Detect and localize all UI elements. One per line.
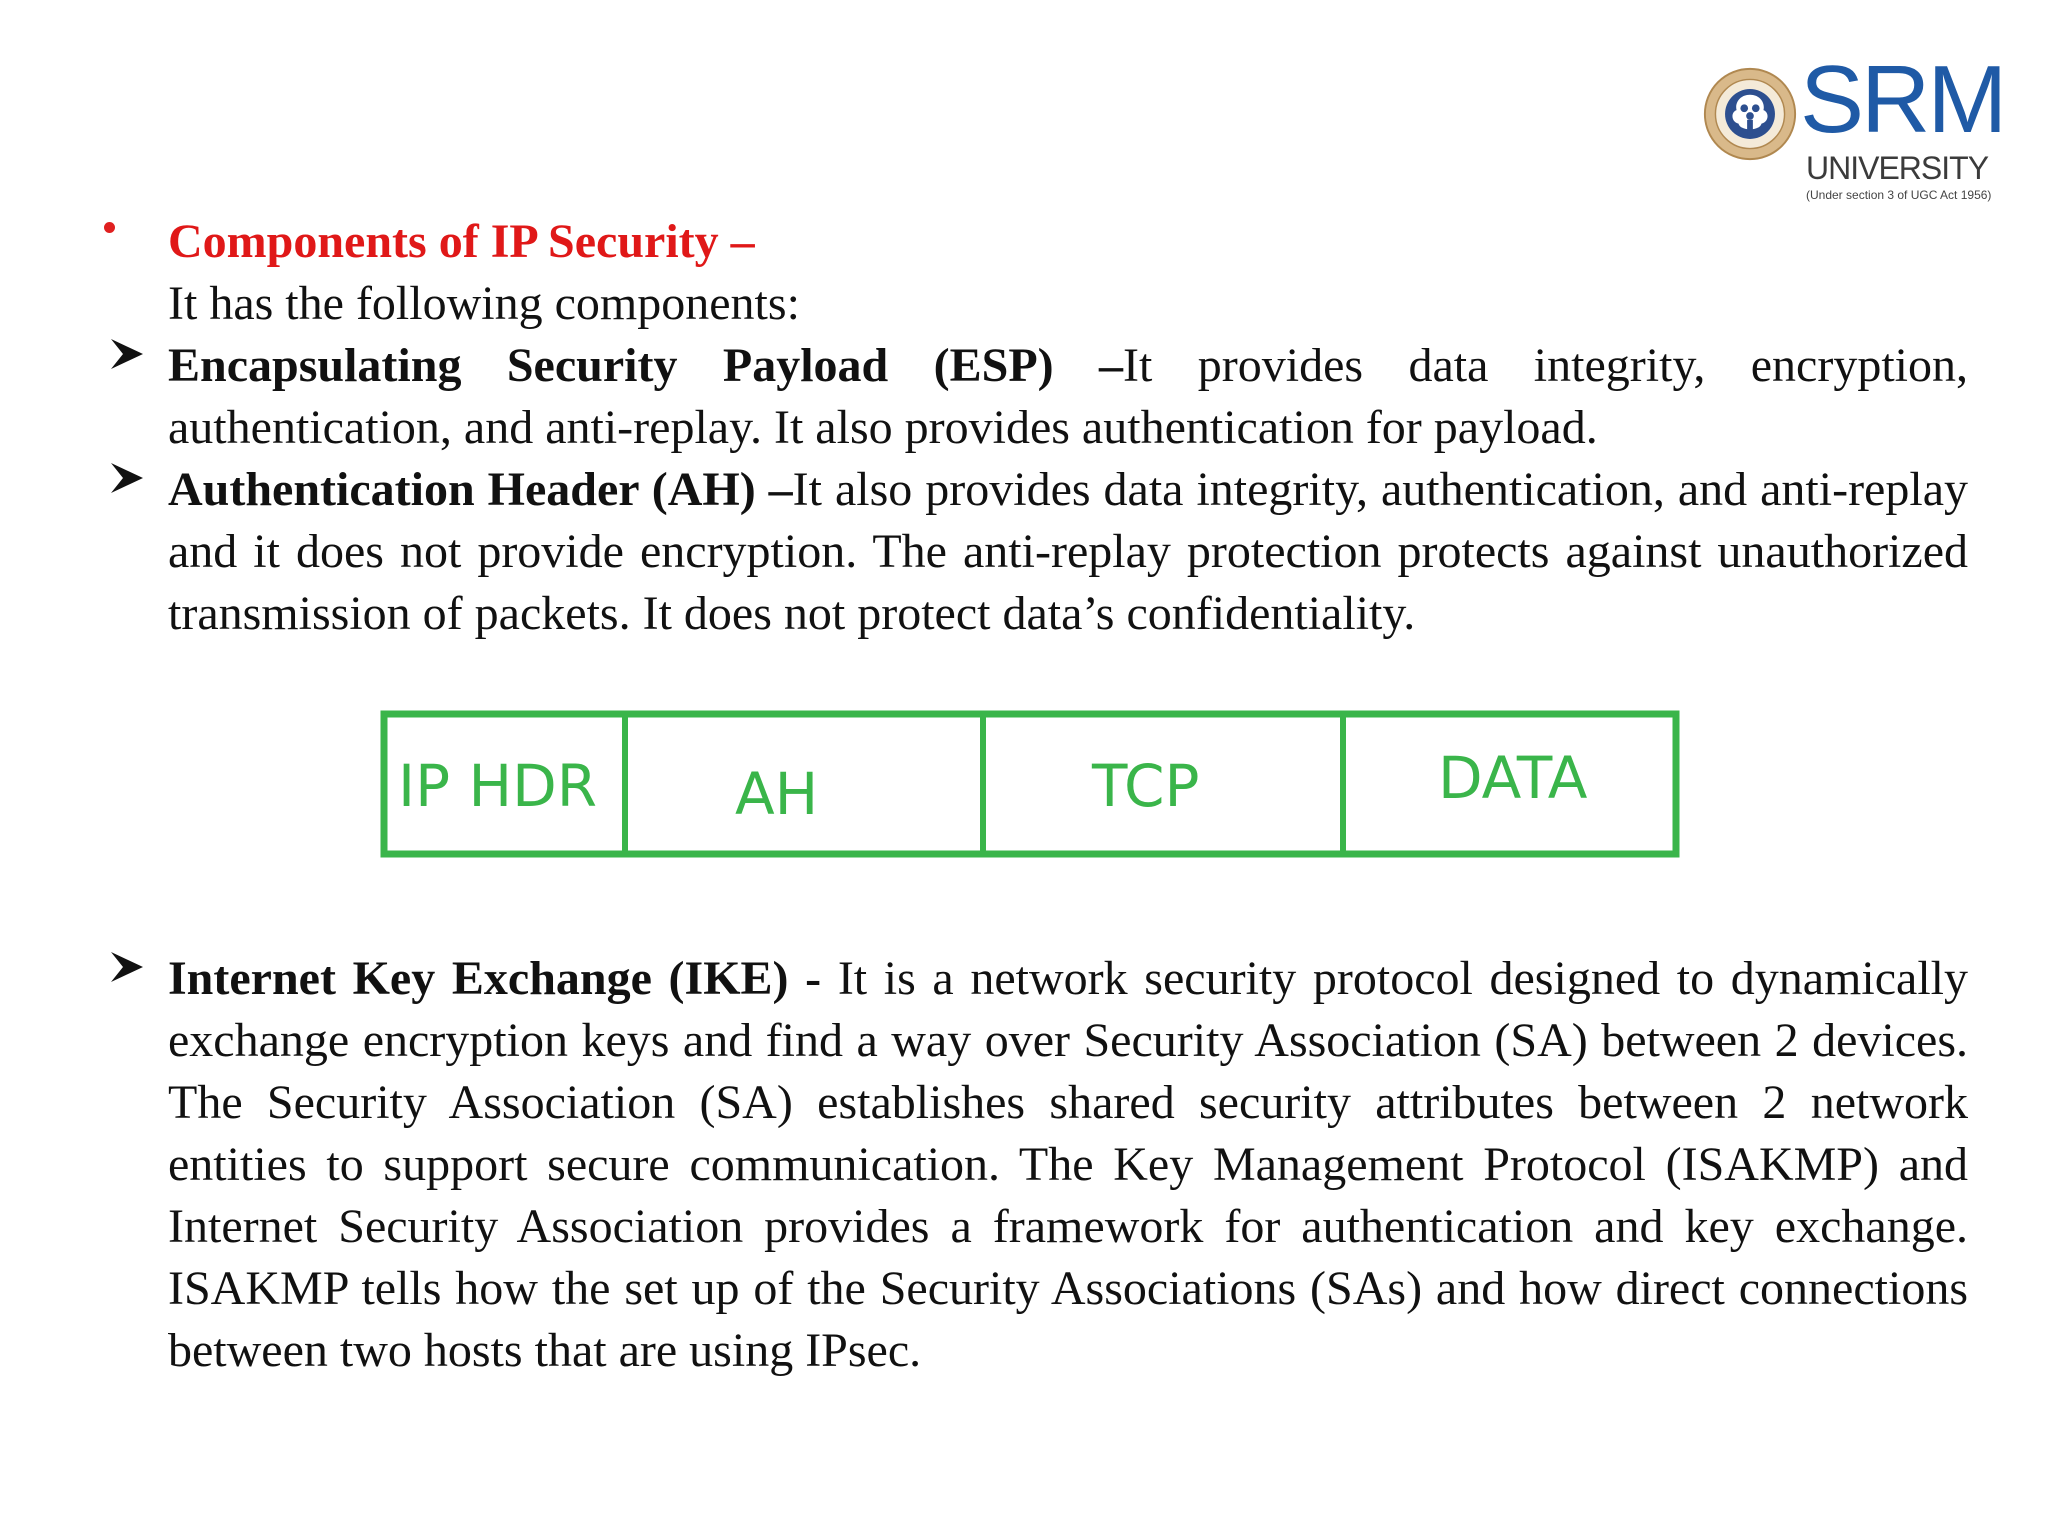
srm-university-logo (1700, 46, 2005, 208)
university-seal-icon (1702, 66, 1798, 162)
arrowhead-bullet-icon (104, 336, 154, 372)
item-text: It provides data integrity, encryption, authentication, and anti-replay. It also provides authentication for payload. (168, 339, 1968, 454)
list-item-ike (168, 948, 1968, 1382)
list-item-ah (168, 459, 1968, 645)
intro-block (168, 211, 1968, 335)
ah-packet-diagram (380, 710, 1680, 858)
item-title: Encapsulating Security Payload (ESP) – (168, 339, 1124, 392)
item-text: It is a network security protocol designed to dynamically exchange encryption keys and find a way over Security Association (SA) between 2 devices. The Security Association (SA) establishes shared security attributes between 2 network entities to support secure communication. The Key Management Protocol (ISAKMP) and Internet Security Association provides a framework for authentication and key exchange. ISAKMP tells how the set up of the Security Associations (SAs) and how direct connections between two hosts that are using IPsec. (168, 952, 1969, 1377)
arrowhead-bullet-icon (104, 460, 154, 496)
logo-subtitle: UNIVERSITY (1806, 150, 1989, 186)
item-title: Internet Key Exchange (IKE) - (168, 952, 838, 1005)
section-heading: Components of IP Security – (168, 215, 755, 268)
item-title: Authentication Header (AH) – (168, 463, 793, 516)
packet-field-tcp: TCP (1092, 752, 1200, 820)
list-item-esp (168, 335, 1968, 459)
packet-field-ah: AH (735, 760, 819, 828)
packet-field-ip-hdr: IP HDR (398, 752, 598, 820)
intro-text: It has the following components: (168, 277, 800, 330)
arrowhead-bullet-icon (104, 949, 154, 985)
logo-name: SRM (1800, 46, 2005, 153)
round-bullet-icon (104, 222, 115, 233)
packet-field-data: DATA (1438, 744, 1588, 812)
logo-note: (Under section 3 of UGC Act 1956) (1806, 188, 1992, 202)
item-text: It also provides data integrity, authentication, and anti-replay and it does not provide encryption. The anti-replay protection protects against unauthorized transmission of packets. It does not protect data’s confidentiality. (168, 463, 1968, 640)
